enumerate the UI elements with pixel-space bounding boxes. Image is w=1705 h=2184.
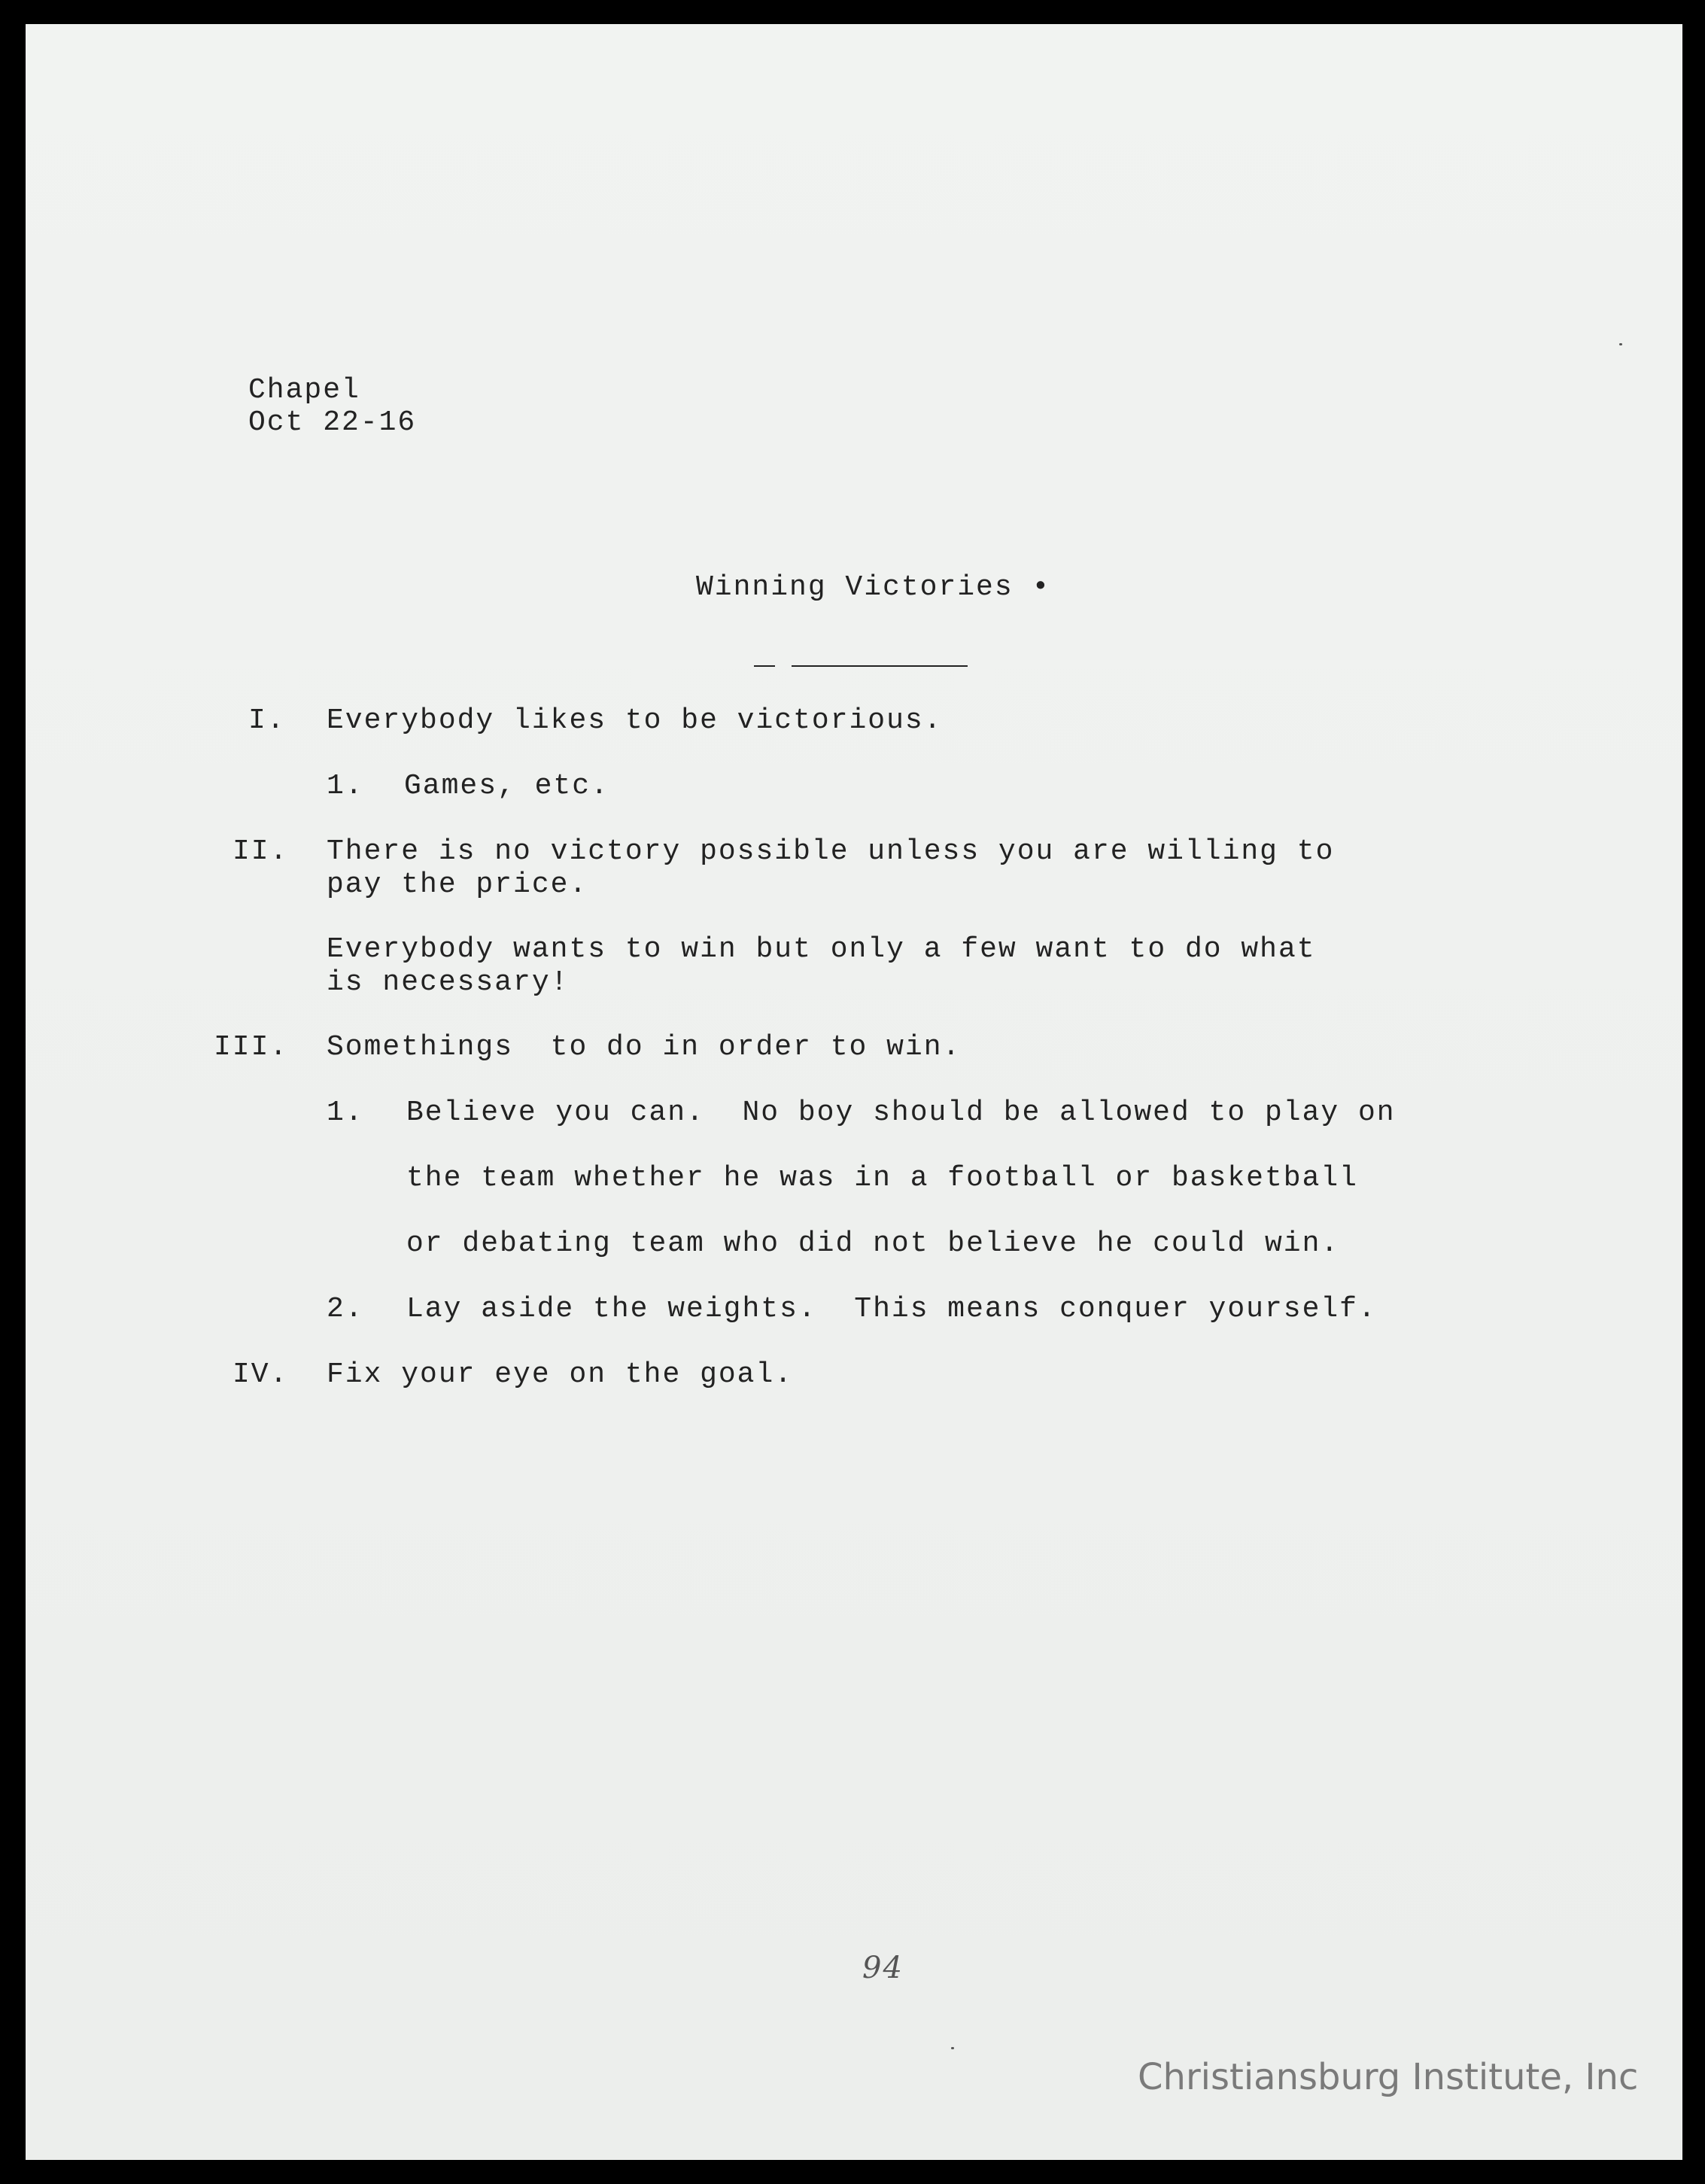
outline-item-iii-2: Lay aside the weights. This means conquer yourself.	[406, 1293, 1377, 1325]
outline-item-i-1: Games, etc.	[404, 770, 609, 802]
title-dash	[754, 665, 775, 667]
outline-numeral-iii-2: 2.	[327, 1293, 364, 1325]
outline-numeral-iv: IV.	[232, 1358, 289, 1391]
paper-speck	[1619, 343, 1622, 345]
outline-note-ii-line1: Everybody wants to win but only a few want to do what	[327, 933, 1316, 966]
outline-numeral-i: I.	[248, 704, 286, 737]
outline-item-iii-1-line1: Believe you can. No boy should be allowed to play on	[406, 1097, 1396, 1129]
outline-item-ii-line2: pay the price.	[327, 868, 588, 901]
header-chapel: Chapel	[248, 374, 360, 406]
outline-numeral-i-1: 1.	[327, 770, 364, 802]
outline-item-iii-1-line2: the team whether he was in a football or basketball	[406, 1162, 1358, 1194]
outline-item-i: Everybody likes to be victorious.	[327, 704, 943, 737]
outline-item-iii-1-line3: or debating team who did not believe he could win.	[406, 1227, 1340, 1260]
outline-note-ii-line2: is necessary!	[327, 966, 570, 999]
title-underline	[792, 665, 968, 667]
document-title: Winning Victories •	[696, 571, 1051, 604]
document-page	[26, 24, 1682, 2160]
outline-numeral-iii: III.	[214, 1031, 289, 1063]
header-date: Oct 22-16	[248, 406, 417, 439]
outline-item-iii: Somethings to do in order to win.	[327, 1031, 962, 1063]
outline-item-iv: Fix your eye on the goal.	[327, 1358, 794, 1391]
outline-numeral-iii-1: 1.	[327, 1097, 364, 1129]
handwritten-page-number: 94	[862, 1951, 904, 1985]
paper-speck	[951, 2047, 954, 2049]
archive-watermark: Christiansburg Institute, Inc	[1138, 2056, 1639, 2098]
outline-item-ii-line1: There is no victory possible unless you are willing to	[327, 835, 1335, 868]
outline-numeral-ii: II.	[232, 835, 289, 868]
